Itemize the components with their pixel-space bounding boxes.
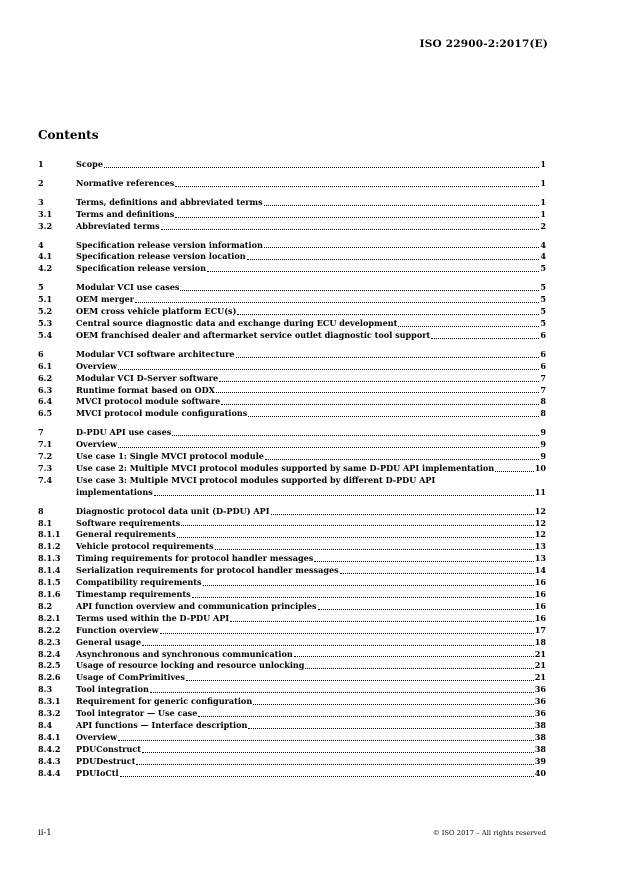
toc-entry[interactable] xyxy=(38,744,546,756)
toc-entry-number: 4.1 xyxy=(38,251,53,262)
toc-entry-page: 18 xyxy=(534,636,546,647)
toc-entry-title: PDUDestruct xyxy=(76,755,136,766)
toc-entry-number: 6.2 xyxy=(38,372,53,383)
contents-title: Contents xyxy=(38,128,99,142)
toc-entry-title: Tool integrator — Use case xyxy=(76,708,198,719)
toc-entry-title: Normative references xyxy=(76,177,175,188)
toc-leader-dots xyxy=(247,259,540,260)
toc-entry-title: Usage of ComPrimitives xyxy=(76,672,185,683)
toc-entry-title: Specification release version location xyxy=(76,251,246,262)
toc-entry-title: Tool integration xyxy=(76,684,149,695)
toc-entry-number: 7 xyxy=(38,427,44,438)
toc-entry-page: 16 xyxy=(534,612,546,623)
toc-entry-number: 3.1 xyxy=(38,208,53,219)
toc-entry-title: Compatibility requirements xyxy=(76,577,202,588)
toc-entry-page: 13 xyxy=(534,553,546,564)
toc-leader-dots xyxy=(181,525,533,526)
toc-leader-dots xyxy=(237,314,539,315)
toc-entry-title: PDUIoCtl xyxy=(76,767,119,778)
toc-leader-dots xyxy=(104,167,539,168)
toc-entry-page: 11 xyxy=(534,486,546,497)
toc-entry-title: API functions — Interface description xyxy=(76,719,248,730)
toc-entry-page: 4 xyxy=(540,251,546,262)
toc-entry-page: 1 xyxy=(540,196,546,207)
toc-entry[interactable] xyxy=(38,451,546,463)
toc-leader-dots xyxy=(175,186,539,187)
toc-entry[interactable] xyxy=(38,660,546,672)
toc-entry-number: 8.1.4 xyxy=(38,565,61,576)
toc-entry[interactable] xyxy=(38,396,546,408)
toc-leader-dots xyxy=(495,471,534,472)
toc-entry-page: 16 xyxy=(534,577,546,588)
toc-entry-title: Timestamp requirements xyxy=(76,589,191,599)
toc-entry-title: Overview xyxy=(76,439,118,450)
toc-leader-dots xyxy=(265,459,539,460)
toc-entry[interactable] xyxy=(38,361,546,373)
toc-leader-dots xyxy=(264,247,539,248)
toc-leader-dots xyxy=(161,229,540,230)
toc-leader-dots xyxy=(135,302,539,303)
toc-leader-dots xyxy=(118,369,539,370)
toc-entry[interactable] xyxy=(38,696,546,708)
toc-entry-title: Modular VCI use cases xyxy=(76,282,180,293)
toc-entry[interactable] xyxy=(38,463,546,475)
toc-entry-title: Abbreviated terms xyxy=(76,220,160,231)
toc-leader-dots xyxy=(118,447,539,448)
toc-entry-page: 8 xyxy=(540,408,546,419)
toc-entry-page: 36 xyxy=(534,708,546,719)
toc-entry-page: 6 xyxy=(540,360,546,371)
toc-leader-dots xyxy=(186,680,534,681)
toc-entry-page: 5 xyxy=(540,263,546,274)
toc-entry-page: 9 xyxy=(540,427,546,438)
toc-entry[interactable] xyxy=(38,637,546,649)
toc-entry-number: 5.4 xyxy=(38,329,53,340)
toc-entry-number: 8 xyxy=(38,505,44,516)
toc-entry-page: 12 xyxy=(534,517,546,528)
toc-leader-dots xyxy=(314,561,533,562)
toc-leader-dots xyxy=(160,633,534,634)
toc-entry-number: 2 xyxy=(38,177,44,188)
toc-leader-dots xyxy=(216,392,539,393)
toc-entry[interactable] xyxy=(38,306,546,318)
toc-entry-page: 10 xyxy=(534,462,546,473)
toc-leader-dots xyxy=(203,585,534,586)
toc-leader-dots xyxy=(248,728,533,729)
toc-entry-title: Modular VCI D-Server software xyxy=(76,372,219,383)
toc-entry-title: Terms and definitions xyxy=(76,208,175,219)
toc-leader-dots xyxy=(253,704,534,705)
toc-entry-page: 4 xyxy=(540,239,546,250)
toc-entry[interactable] xyxy=(38,553,546,565)
toc-entry-page: 38 xyxy=(534,743,546,754)
toc-leader-dots xyxy=(221,404,539,405)
toc-entry-page: 21 xyxy=(534,648,546,659)
toc-entry-title: Software requirements xyxy=(76,517,181,528)
toc-leader-dots xyxy=(118,740,534,741)
toc-entry-number: 6.3 xyxy=(38,384,53,395)
toc-entry-number: 5.2 xyxy=(38,306,53,317)
toc-leader-dots xyxy=(198,716,533,717)
table-of-contents xyxy=(38,159,546,780)
toc-entry-title: Terms used within the D-PDU API xyxy=(76,612,230,623)
toc-entry-title: Usage of resource locking and resource unlocking xyxy=(76,660,305,671)
toc-entry-title: MVCI protocol module configurations xyxy=(76,408,248,419)
toc-entry-title: Timing requirements for protocol handler messages xyxy=(76,553,314,564)
toc-entry[interactable] xyxy=(38,589,546,601)
toc-entry[interactable] xyxy=(38,318,546,330)
toc-entry[interactable] xyxy=(38,684,546,696)
toc-entry-page: 36 xyxy=(534,696,546,707)
document-id: ISO 22900-2:2017(E) xyxy=(419,38,548,50)
toc-entry-number: 7.3 xyxy=(38,462,53,473)
toc-entry-number: 7.2 xyxy=(38,451,53,462)
toc-entry-number: 8.2.2 xyxy=(38,624,61,635)
toc-leader-dots xyxy=(207,271,539,272)
toc-entry[interactable] xyxy=(38,221,546,233)
toc-entry-page: 13 xyxy=(534,541,546,552)
toc-entry[interactable] xyxy=(38,385,546,397)
toc-entry[interactable] xyxy=(38,708,546,720)
toc-entry[interactable] xyxy=(38,263,546,275)
toc-leader-dots xyxy=(264,205,540,206)
toc-entry[interactable] xyxy=(38,625,546,637)
toc-entry[interactable] xyxy=(38,251,546,263)
toc-entry[interactable] xyxy=(38,565,546,577)
toc-leader-dots xyxy=(248,416,539,417)
toc-entry-title: General requirements xyxy=(76,529,176,540)
toc-entry[interactable] xyxy=(38,294,546,306)
toc-entry-page: 21 xyxy=(534,672,546,683)
toc-entry-number: 8.4.4 xyxy=(38,767,61,778)
toc-entry-page: 8 xyxy=(540,396,546,407)
toc-entry-number: 8.3.1 xyxy=(38,696,61,707)
toc-leader-dots xyxy=(305,668,533,669)
toc-entry-page: 5 xyxy=(540,317,546,328)
toc-leader-dots xyxy=(271,514,534,515)
toc-entry-number: 6.4 xyxy=(38,396,53,407)
toc-entry-number: 8.3 xyxy=(38,684,53,695)
toc-entry-title: Overview xyxy=(76,731,118,742)
toc-entry-page: 9 xyxy=(540,451,546,462)
toc-entry-number: 8.2 xyxy=(38,600,53,611)
toc-entry-page: 39 xyxy=(534,755,546,766)
toc-leader-dots xyxy=(180,290,539,291)
toc-entry[interactable] xyxy=(38,178,546,190)
toc-entry[interactable] xyxy=(38,349,546,361)
toc-entry[interactable] xyxy=(38,649,546,661)
toc-entry[interactable] xyxy=(38,282,546,294)
toc-entry-title: Modular VCI software architecture xyxy=(76,348,235,359)
toc-entry-page: 38 xyxy=(534,731,546,742)
toc-entry[interactable] xyxy=(38,672,546,684)
toc-entry-title: MVCI protocol module software xyxy=(76,396,221,407)
toc-entry-page: 1 xyxy=(540,208,546,219)
toc-entry-number: 3.2 xyxy=(38,220,53,231)
toc-entry-title: Requirement for generic configuration xyxy=(76,696,253,707)
toc-entry[interactable] xyxy=(38,439,546,451)
toc-entry-page: 5 xyxy=(540,294,546,305)
toc-entry-page: 16 xyxy=(534,589,546,599)
toc-entry[interactable] xyxy=(38,240,546,252)
toc-entry[interactable] xyxy=(38,159,546,171)
toc-entry[interactable] xyxy=(38,720,546,732)
toc-entry-title: Use case 2: Multiple MVCI protocol modules supported by same D-PDU API implementation xyxy=(76,462,495,473)
toc-entry-number: 8.1.6 xyxy=(38,589,61,599)
toc-entry-page: 17 xyxy=(534,624,546,635)
toc-entry-title: OEM merger xyxy=(76,294,135,305)
toc-leader-dots xyxy=(175,217,539,218)
toc-entry[interactable] xyxy=(38,330,546,342)
toc-entry[interactable] xyxy=(38,529,546,541)
toc-entry[interactable] xyxy=(38,475,546,499)
toc-entry-number: 7.4 xyxy=(38,474,53,485)
toc-leader-dots xyxy=(236,357,540,358)
page-number: ii-1 xyxy=(38,828,52,838)
toc-entry-number: 8.1.1 xyxy=(38,529,61,540)
toc-entry-number: 4.2 xyxy=(38,263,53,274)
toc-leader-dots xyxy=(219,381,539,382)
toc-entry[interactable] xyxy=(38,732,546,744)
toc-leader-dots xyxy=(340,573,534,574)
toc-entry-title: Specification release version information xyxy=(76,239,263,250)
toc-entry-page: 2 xyxy=(540,220,546,231)
toc-entry-page: 5 xyxy=(540,306,546,317)
toc-entry[interactable] xyxy=(38,408,546,420)
toc-entry-number: 3 xyxy=(38,196,44,207)
toc-leader-dots xyxy=(120,776,534,777)
toc-entry-number: 1 xyxy=(38,159,44,169)
toc-entry-number: 8.2.4 xyxy=(38,648,61,659)
toc-entry-page: 7 xyxy=(540,384,546,395)
toc-entry-number: 6.5 xyxy=(38,408,53,419)
toc-entry-page: 9 xyxy=(540,439,546,450)
toc-leader-dots xyxy=(142,752,534,753)
toc-entry-title: D-PDU API use cases xyxy=(76,427,172,438)
toc-entry[interactable] xyxy=(38,541,546,553)
toc-entry-number: 8.2.5 xyxy=(38,660,61,671)
toc-entry-number: 8.4 xyxy=(38,719,53,730)
toc-entry[interactable] xyxy=(38,768,546,780)
toc-entry-number: 5.1 xyxy=(38,294,53,305)
toc-entry-title: Vehicle protocol requirements xyxy=(76,541,214,552)
toc-leader-dots xyxy=(150,692,534,693)
toc-leader-dots xyxy=(142,645,534,646)
toc-leader-dots xyxy=(398,326,539,327)
toc-entry-title: Runtime format based on ODX xyxy=(76,384,215,395)
toc-entry-number: 8.2.1 xyxy=(38,612,61,623)
copyright-notice: © ISO 2017 – All rights reserved xyxy=(432,829,546,837)
toc-entry-page: 14 xyxy=(534,565,546,576)
toc-entry-title-continued: implementations xyxy=(76,486,153,497)
toc-leader-dots xyxy=(177,537,534,538)
toc-entry-number: 8.2.6 xyxy=(38,672,61,683)
toc-entry-number: 8.1.3 xyxy=(38,553,61,564)
toc-entry-title: Asynchronous and synchronous communication xyxy=(76,648,293,659)
toc-entry-page: 7 xyxy=(540,372,546,383)
toc-entry-page: 6 xyxy=(540,348,546,359)
toc-entry-title: Central source diagnostic data and exchange during ECU development xyxy=(76,317,398,328)
toc-entry-title: Function overview xyxy=(76,624,159,635)
toc-entry[interactable] xyxy=(38,756,546,768)
toc-entry-page: 12 xyxy=(534,505,546,516)
toc-entry-number: 6 xyxy=(38,348,44,359)
toc-entry-page: 36 xyxy=(534,684,546,695)
toc-entry-page: 40 xyxy=(534,767,546,778)
toc-leader-dots xyxy=(172,435,539,436)
toc-entry[interactable] xyxy=(38,427,546,439)
toc-leader-dots xyxy=(136,764,533,765)
toc-entry-number: 8.4.2 xyxy=(38,743,61,754)
toc-entry-title: PDUConstruct xyxy=(76,743,141,754)
toc-entry[interactable] xyxy=(38,613,546,625)
toc-entry-number: 5.3 xyxy=(38,317,53,328)
toc-entry-number: 8.4.3 xyxy=(38,755,61,766)
toc-entry-page: 6 xyxy=(540,329,546,340)
toc-entry-number: 8.4.1 xyxy=(38,731,61,742)
toc-entry-title: General usage xyxy=(76,636,141,647)
toc-entry-number: 8.3.2 xyxy=(38,708,61,719)
toc-leader-dots xyxy=(294,656,534,657)
toc-entry-number: 8.1.2 xyxy=(38,541,61,552)
toc-entry[interactable] xyxy=(38,518,546,530)
toc-entry-number: 7.1 xyxy=(38,439,53,450)
toc-entry-page: 38 xyxy=(534,719,546,730)
toc-entry-title: Serialization requirements for protocol handler messages xyxy=(76,565,339,576)
toc-entry-page: 16 xyxy=(534,600,546,611)
toc-leader-dots xyxy=(431,338,539,339)
toc-leader-dots xyxy=(318,609,534,610)
toc-entry-number: 8.1 xyxy=(38,517,53,528)
toc-entry-page: 21 xyxy=(534,660,546,671)
toc-entry-number: 4 xyxy=(38,239,44,250)
toc-entry-page: 1 xyxy=(540,159,546,169)
toc-entry-title: Diagnostic protocol data unit (D-PDU) API xyxy=(76,505,270,516)
toc-leader-dots xyxy=(192,597,534,598)
toc-entry[interactable] xyxy=(38,601,546,613)
toc-entry-title: Specification release version xyxy=(76,263,207,274)
toc-entry-title: API function overview and communication principles xyxy=(76,600,317,611)
toc-entry-title: Use case 3: Multiple MVCI protocol modules supported by different D-PDU API xyxy=(76,474,436,485)
toc-entry[interactable] xyxy=(38,373,546,385)
toc-leader-dots xyxy=(230,621,534,622)
toc-entry[interactable] xyxy=(38,197,546,209)
toc-entry-title: OEM franchised dealer and aftermarket service outlet diagnostic tool support xyxy=(76,329,431,340)
toc-entry-title: Overview xyxy=(76,360,118,371)
toc-entry-title: OEM cross vehicle platform ECU(s) xyxy=(76,306,237,317)
toc-entry-number: 5 xyxy=(38,282,44,293)
toc-entry[interactable] xyxy=(38,209,546,221)
toc-entry-number: 6.1 xyxy=(38,360,53,371)
toc-entry-page: 1 xyxy=(540,177,546,188)
toc-entry-title: Scope xyxy=(76,159,103,169)
toc-entry-page: 12 xyxy=(534,529,546,540)
toc-entry-number: 8.2.3 xyxy=(38,636,61,647)
toc-entry-page: 5 xyxy=(540,282,546,293)
toc-entry-number: 8.1.5 xyxy=(38,577,61,588)
toc-leader-dots xyxy=(154,495,534,496)
toc-leader-dots xyxy=(215,549,534,550)
toc-entry-title: Terms, definitions and abbreviated terms xyxy=(76,196,263,207)
toc-entry[interactable] xyxy=(38,506,546,518)
toc-entry[interactable] xyxy=(38,577,546,589)
toc-entry-title: Use case 1: Single MVCI protocol module xyxy=(76,451,264,462)
